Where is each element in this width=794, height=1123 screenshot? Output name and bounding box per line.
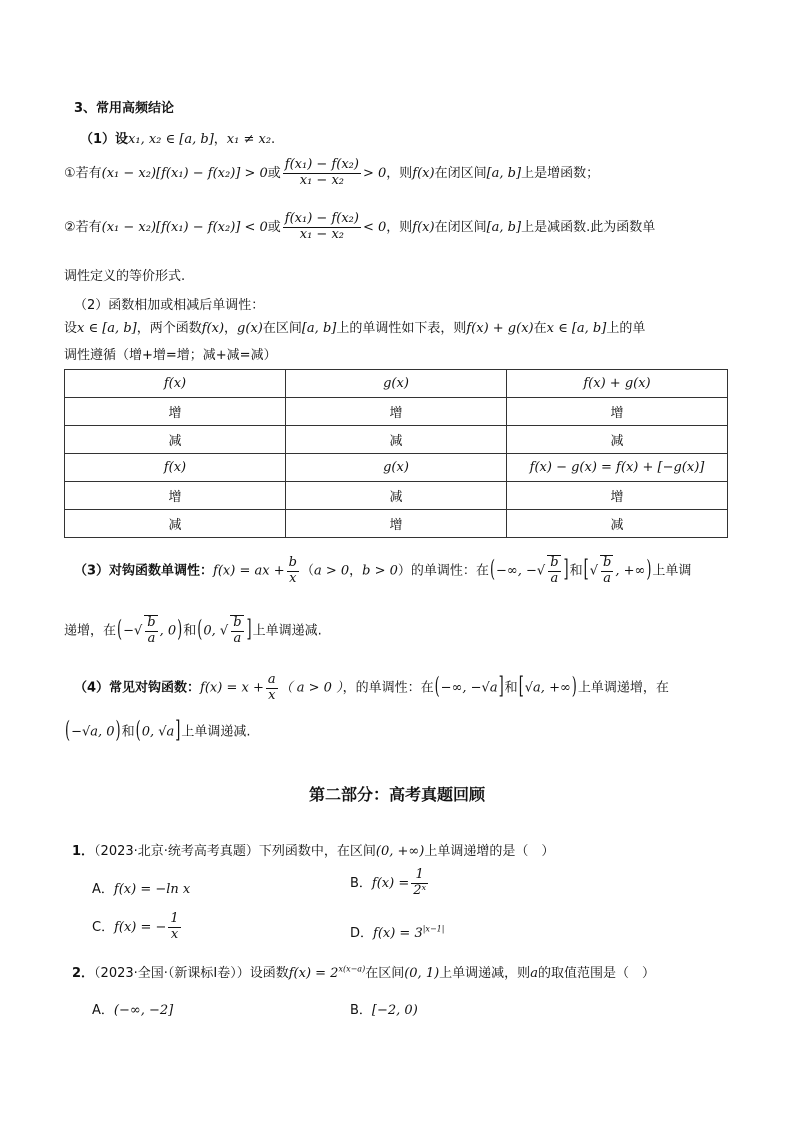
q2-option-b[interactable]	[350, 999, 418, 1018]
conclusion-4: （4）常见对钩函数：f(x) = x + $\frac{a}{x}$ （ a > 0 ），的单调性：在(−∞, −√a]和[√a, +∞)上单调递增，在	[74, 671, 669, 703]
q1-num: 1．	[72, 844, 95, 859]
c3-rb-3: b	[147, 615, 156, 631]
q1-a-label: A．	[92, 882, 114, 897]
c4-text2: 上单调递增，在	[577, 680, 669, 696]
c1a-fraction	[283, 158, 361, 189]
q2-exp: x(x−a)	[338, 964, 366, 974]
c4-fnum: a	[267, 671, 276, 687]
c4-and: 和	[504, 680, 518, 696]
table-row	[65, 510, 728, 538]
c1b-interval: [a, b]	[486, 219, 522, 235]
question-1	[72, 840, 554, 859]
section-heading: 3、常用高频结论	[74, 101, 175, 116]
c1a-den: x₁ − x₂	[299, 172, 344, 188]
table-cell: 增	[286, 398, 507, 426]
c3-ra-4: a	[233, 631, 242, 646]
c4-i1: −∞, −√a	[440, 680, 498, 696]
table-row	[65, 398, 728, 426]
q2-b-label: B．	[350, 1003, 372, 1018]
table-cell: 减	[65, 426, 286, 454]
c2-xin: x ∈ [a, b]	[77, 321, 137, 336]
c2-line2: 调性遵循（增+增=增；减+减=减）	[64, 348, 277, 363]
table-cell: 减	[507, 510, 728, 538]
q2-fx: f(x) = 2	[288, 966, 339, 981]
c3-text1: 的单调性：在	[410, 563, 489, 579]
q1-c-num: 1	[170, 911, 179, 926]
q1-d-exp: |x−1|	[422, 924, 445, 934]
c4-i4: 0, √a	[141, 724, 175, 740]
q2-a-label: A．	[92, 1003, 114, 1018]
table-cell: 增	[65, 482, 286, 510]
conclusion-1b	[64, 212, 655, 243]
c1a-or: 或	[267, 165, 281, 181]
c1b-mark: ②若有	[64, 219, 102, 235]
c2-l1e: 在	[533, 321, 547, 336]
c1-end: .	[271, 132, 276, 147]
c4-i2: √a, +∞	[524, 680, 571, 696]
table-cell: 减	[65, 510, 286, 538]
c3-text2: 上单调	[652, 563, 692, 579]
c3-a-cond: a > 0	[313, 563, 350, 579]
c2-fg: f(x) + g(x)	[466, 321, 534, 336]
c2-l1a: 设	[64, 321, 78, 336]
c4-fx: f(x) = x +	[200, 680, 264, 696]
c3-text3: 递增，在	[64, 623, 117, 639]
c3-fnum: b	[288, 554, 297, 570]
c1a-interval: [a, b]	[486, 165, 522, 181]
q1-interval: (0, +∞)	[375, 844, 425, 859]
c1b-result-line2: 调性定义的等价形式.	[64, 269, 186, 284]
conclusion-4-line2: (−√a, 0)和(0, √a]上单调递减.	[65, 717, 251, 745]
q1-b-num: 1	[411, 868, 428, 884]
c3-ra-1: a	[550, 571, 559, 586]
q1-option-b[interactable]	[350, 868, 430, 899]
c3-sqrt-2	[600, 555, 613, 587]
c1a-prod: (x₁ − x₂)[f(x₁) − f(x₂)] > 0	[101, 165, 268, 181]
table-row	[65, 482, 728, 510]
table-cell: 增	[507, 398, 728, 426]
q1-option-c[interactable]	[92, 912, 183, 943]
c1-sep: ，	[213, 132, 227, 147]
c2-ab: [a, b]	[301, 321, 337, 336]
q2-b-text: [−2, 0)	[371, 1003, 418, 1018]
q1-b-den: 2ˣ	[413, 882, 427, 898]
c1b-then: ，则	[386, 219, 413, 235]
table-cell: 减	[286, 426, 507, 454]
c3-and: 和	[569, 563, 583, 579]
c4-text3: 上单调递减.	[181, 724, 251, 740]
c1b-den: x₁ − x₂	[299, 226, 344, 242]
c3-cond-sep: ，	[349, 563, 363, 579]
c2-l1f: 上的单	[606, 321, 646, 336]
q1-d-fx: f(x) = 3	[373, 926, 423, 941]
q1-a-text: f(x) = −ln x	[113, 882, 191, 897]
q1-c-fraction	[168, 912, 180, 943]
c3-sqrt-4	[230, 615, 243, 647]
c2-title: （2）函数相加或相减后单调性：	[74, 298, 265, 313]
c3-label: （3）对钩函数单调性：	[74, 563, 214, 579]
c1b-in: 在闭区间	[434, 219, 487, 235]
c3-i1a: −∞, −	[496, 563, 537, 579]
c2-f: f(x)	[201, 321, 225, 336]
q2-a: a	[530, 966, 538, 981]
q1-option-a[interactable]	[92, 878, 190, 897]
table-row	[65, 454, 728, 482]
q1-stem2: 上单调递增的是（ ）	[424, 844, 555, 859]
table-cell: f(x) − g(x) = f(x) + [−g(x)]	[507, 454, 728, 482]
c3-text4: 上单调递减.	[252, 623, 322, 639]
c4-cond: （ a > 0 ）	[279, 680, 343, 696]
c2-l1b: ，两个函数	[136, 321, 202, 336]
q1-option-d[interactable]	[350, 922, 444, 941]
c3-rb-2: b	[603, 555, 612, 571]
c1a-fx: f(x)	[412, 165, 435, 181]
c1a-mark: ①若有	[64, 165, 102, 181]
q2-stem: （2023·全国·（新课标Ⅰ卷））设函数	[94, 966, 289, 981]
c1b-or: 或	[267, 219, 281, 235]
c3-ra-2: a	[603, 571, 612, 586]
q1-b-label: B．	[350, 875, 372, 891]
q2-num: 2．	[72, 966, 95, 981]
c3-rb-1: b	[550, 555, 559, 571]
c1b-num: f(x₁) − f(x₂)	[284, 211, 359, 226]
c3-fraction	[287, 556, 299, 587]
c1-vars: x₁, x₂ ∈ [a, b]	[128, 132, 214, 147]
c2-l1c: 在区间	[262, 321, 302, 336]
c3-i3b: , 0	[159, 623, 177, 639]
c4-label: （4）常见对钩函数：	[74, 680, 201, 696]
c3-cond-open: （	[300, 563, 314, 579]
c1a-then: ，则	[386, 165, 413, 181]
c3-ra-3: a	[147, 631, 156, 646]
q1-d-label: D．	[350, 926, 374, 941]
c2-l1d: 上的单调性如下表，则	[336, 321, 467, 336]
q1-b-fx: f(x) =	[371, 875, 410, 891]
c3-sqrt-1	[547, 555, 560, 587]
q2-option-a[interactable]	[92, 999, 173, 1018]
c2-comma: ，	[224, 321, 238, 336]
q1-c-fx: f(x) = −	[114, 919, 167, 935]
part2-title: 第二部分：高考真题回顾	[308, 785, 485, 804]
q1-b-fraction	[411, 868, 428, 899]
table-cell: 减	[507, 426, 728, 454]
table-cell: 增	[507, 482, 728, 510]
c1b-fraction	[283, 212, 361, 243]
q1-stem: （2023·北京·统考高考真题）下列函数中，在区间	[94, 844, 376, 859]
c1a-result: 上是增函数；	[521, 165, 600, 181]
c3-neg: −	[123, 623, 134, 639]
c3-b-cond: b > 0	[362, 563, 398, 579]
q1-c-den: x	[170, 926, 179, 942]
c3-rb-4: b	[233, 615, 242, 631]
c1b-result: 上是减函数.此为函数单	[521, 219, 656, 235]
table-row	[65, 426, 728, 454]
c4-and2: 和	[121, 724, 135, 740]
q2-stem2: 在区间	[365, 966, 405, 981]
c4-fraction	[266, 673, 278, 704]
c1a-num: f(x₁) − f(x₂)	[284, 157, 359, 172]
c3-cond-close: ）	[397, 563, 411, 579]
conclusion-1a	[64, 158, 599, 189]
c4-i3: −√a, 0	[71, 724, 115, 740]
question-2	[72, 962, 655, 981]
table-cell: g(x)	[286, 454, 507, 482]
c4-text1: ，的单调性：在	[342, 680, 434, 696]
c3-fden: x	[289, 570, 297, 586]
c3-i4a: 0,	[203, 623, 220, 639]
q2-a-text: (−∞, −2]	[113, 1003, 174, 1018]
c1-neq: x₁ ≠ x₂	[226, 132, 272, 147]
table-cell: f(x)	[65, 370, 286, 398]
c1b-prod: (x₁ − x₂)[f(x₁) − f(x₂)] < 0	[101, 219, 268, 235]
c3-sqrt-3	[144, 615, 157, 647]
table-row	[65, 370, 728, 398]
conclusion-3: （3）对钩函数单调性：f(x) = ax + $\frac{b}{x}$ （a > 0，b > 0）的单调性：在(−∞, −√ $\frac{b}{a}$ ]和[√ $\frac{b}{a}$ , +∞)上单调	[74, 554, 692, 586]
q2-stem4: 的取值范围是（ ）	[537, 966, 655, 981]
table-cell: g(x)	[286, 370, 507, 398]
c1a-gt: > 0	[362, 165, 387, 181]
c1b-lt: < 0	[362, 219, 387, 235]
table-cell: f(x) + g(x)	[507, 370, 728, 398]
c1b-fx: f(x)	[412, 219, 435, 235]
c2-line1	[64, 317, 645, 336]
q2-stem3: 上单调递减，则	[439, 966, 531, 981]
c3-and2: 和	[183, 623, 197, 639]
conclusion-1	[80, 128, 275, 147]
c3-i2b: , +∞	[615, 563, 646, 579]
conclusion-3-line2: 递增，在(−√ $\frac{b}{a}$ , 0)和(0, √ $\frac{b}{a}$ ]上单调递减.	[64, 615, 322, 646]
table-cell: 增	[286, 510, 507, 538]
c1a-in: 在闭区间	[434, 165, 487, 181]
q1-c-label: C．	[92, 919, 115, 935]
c2-g: g(x)	[237, 321, 263, 336]
table-cell: 增	[65, 398, 286, 426]
c2-xin2: x ∈ [a, b]	[546, 321, 607, 336]
q2-interval: (0, 1)	[404, 966, 440, 981]
monotonicity-table	[64, 369, 728, 538]
table-cell: f(x)	[65, 454, 286, 482]
c3-fx: f(x) = ax +	[213, 563, 285, 579]
c1-label: （1）设	[80, 132, 129, 147]
c4-fden: x	[268, 687, 276, 703]
table-cell: 减	[286, 482, 507, 510]
